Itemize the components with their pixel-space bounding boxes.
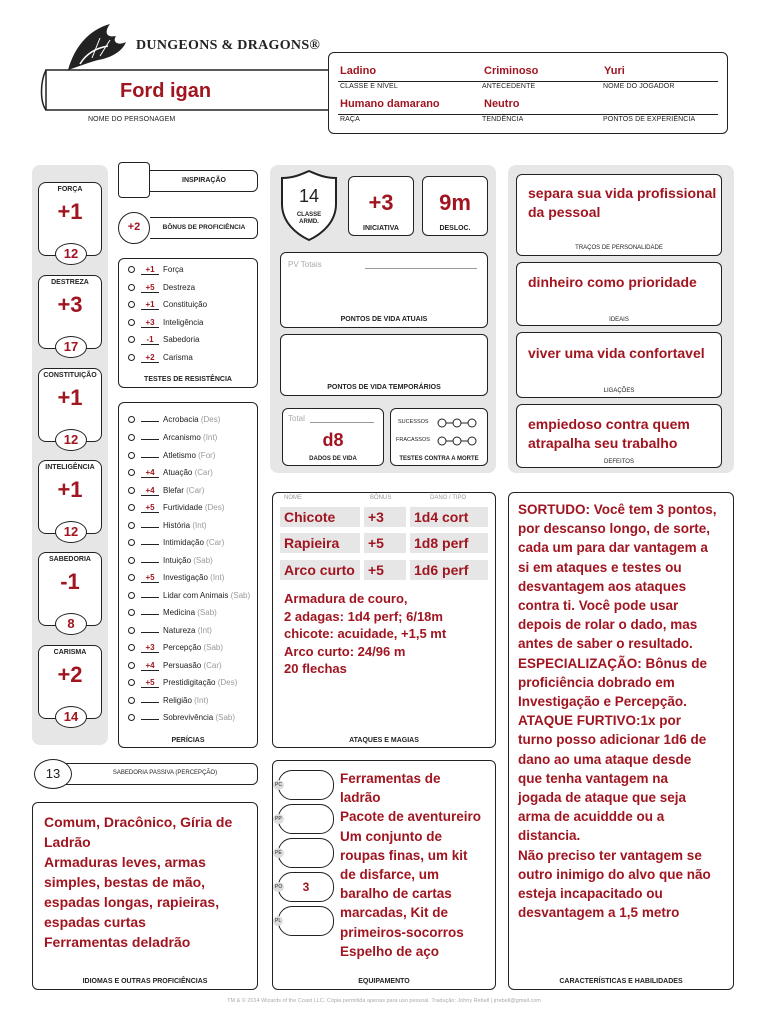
ability-modifier[interactable]: -1	[60, 569, 80, 594]
skill-stat: (Sab)	[230, 591, 251, 600]
skill-stat: (Int)	[192, 521, 207, 530]
skill-value[interactable]	[141, 439, 159, 440]
skill-stat: (For)	[198, 451, 216, 460]
skill-stat: (Des)	[200, 415, 221, 424]
features-line: dano ao uma ataque desde	[518, 751, 692, 767]
attacks-note-line: Armadura de couro,	[284, 591, 408, 606]
save-row[interactable]	[128, 265, 183, 282]
skill-stat: (Sab)	[215, 713, 236, 722]
features-line: outro inimigo do alvo que não	[518, 866, 711, 882]
hit-dice-label: DADOS DE VIDA	[309, 456, 357, 462]
proficiency-circle-icon[interactable]	[128, 301, 135, 308]
hit-dice-value[interactable]: d8	[322, 430, 344, 450]
skill-stat: (Int)	[194, 696, 209, 705]
equipment-line: marcadas, Kit de	[340, 905, 449, 921]
features-line: distancia.	[518, 828, 581, 844]
proficiency-circle-icon[interactable]	[128, 487, 135, 494]
proficiency-circle-icon[interactable]	[128, 557, 135, 564]
skill-name: Percepção	[163, 643, 202, 652]
armor-class-value[interactable]: 14	[298, 186, 320, 206]
ideals-text[interactable]: dinheiro como prioridade	[528, 274, 697, 290]
proficiency-circle-icon[interactable]	[128, 416, 135, 423]
proficiency-circle-icon[interactable]	[128, 592, 135, 599]
traits-label: TRAÇOS DE PERSONALIDADE	[575, 245, 663, 251]
skill-value[interactable]	[141, 527, 159, 528]
death-fail-circles-icon[interactable]	[436, 435, 478, 447]
ideals-label: IDEAIS	[609, 317, 629, 323]
skill-value[interactable]	[141, 597, 159, 598]
skill-stat: (Car)	[203, 661, 222, 670]
xp-label: PONTOS DE EXPERIÊNCIA	[603, 116, 696, 123]
skill-row[interactable]	[128, 433, 217, 450]
attacks-col-damage: DANO / TIPO	[430, 495, 467, 501]
coin-pl[interactable]	[275, 906, 334, 936]
proficiency-circle-icon[interactable]	[128, 609, 135, 616]
proficiency-label: BÔNUS DE PROFICIÊNCIA	[162, 224, 246, 231]
proficiency-circle-icon[interactable]	[128, 662, 135, 669]
passive-perception-label: SABEDORIA PASSIVA (PERCEPÇÃO)	[112, 770, 218, 776]
proficiency-circle-icon[interactable]	[128, 504, 135, 511]
proficiency-circle-icon[interactable]	[128, 434, 135, 441]
proficiency-circle-icon[interactable]	[128, 627, 135, 634]
equipment-line: Espelho de aço	[340, 943, 440, 959]
skill-value[interactable]: +5	[141, 503, 159, 513]
features-line: Não preciso ter vantagem se	[518, 847, 702, 863]
coin-value[interactable]: 3	[302, 880, 310, 894]
features-line: proficiência dobrado em	[518, 674, 675, 690]
ability-modifier[interactable]: +1	[57, 199, 83, 224]
skill-value[interactable]: +5	[141, 573, 159, 583]
proficiency-circle-icon[interactable]	[128, 319, 135, 326]
hit-dice-total-label: Total	[288, 414, 305, 423]
features-line: jogada de ataque que seja	[518, 790, 687, 806]
languages-line: Ferramentas deladrão	[44, 934, 191, 950]
skill-name: Lidar com Animais	[163, 591, 229, 600]
alignment-label: TENDÊNCIA	[482, 116, 524, 123]
save-row[interactable]	[128, 300, 207, 317]
save-name: Carisma	[163, 353, 193, 362]
features-line: antes de saber o resultado.	[518, 636, 693, 652]
attacks-col-name: NOME	[284, 495, 302, 501]
skill-name: Acrobacia	[163, 415, 199, 424]
initiative-label: INICIATIVA	[363, 225, 399, 232]
save-value[interactable]: +3	[141, 318, 159, 328]
skill-name: Investigação	[163, 573, 208, 582]
features-text[interactable]	[518, 500, 717, 922]
skill-name: Atuação	[163, 468, 193, 477]
equipment-line: ladrão	[340, 790, 381, 806]
coin-label: PP	[275, 816, 282, 822]
equipment-line: primeiros-socorros	[340, 924, 464, 940]
coin-label: PL	[275, 918, 282, 924]
proficiency-bonus-value[interactable]: +2	[118, 212, 150, 244]
features-line: que tenha vantagem na	[518, 770, 669, 786]
features-line: arma de acuiddde ou a	[518, 809, 665, 825]
features-line: desvantagem aos ataques	[518, 578, 687, 594]
skill-name: Furtividade	[163, 503, 203, 512]
skill-row[interactable]	[128, 713, 235, 730]
character-name-label: NOME DO PERSONAGEM	[88, 116, 176, 123]
attacks-note-line: 20 flechas	[284, 661, 347, 676]
features-label: CARACTERÍSTICAS E HABILIDADES	[559, 978, 683, 985]
attack-name[interactable]: Chicote	[280, 507, 360, 527]
ability-constitution	[38, 368, 102, 447]
ability-score[interactable]: 12	[55, 243, 87, 265]
features-line: ESPECIALIZAÇÃO: Bônus de	[518, 655, 708, 671]
header-line-2	[338, 114, 718, 115]
skill-name: Intuição	[163, 556, 192, 565]
save-value[interactable]: -1	[141, 335, 159, 345]
languages-line: Armaduras leves, armas	[44, 854, 206, 870]
initiative-value[interactable]: +3	[368, 190, 394, 215]
footer-copyright: TM & © 2014 Wizards of the Coast LLC. Cópia permitida apenas para uso pessoal. Tradução: Johny Rebell | jrrebell@gmail.com	[227, 998, 541, 1004]
race-value[interactable]: Humano damarano	[340, 98, 440, 110]
player-name-label: NOME DO JOGADOR	[603, 83, 675, 90]
ability-name: SABEDORIA	[48, 556, 91, 563]
skill-row[interactable]	[128, 468, 213, 485]
skill-name: Blefar	[163, 486, 184, 495]
save-name: Constituição	[163, 300, 208, 309]
equipment-line: roupas finas, um kit	[340, 847, 468, 863]
proficiency-circle-icon[interactable]	[128, 574, 135, 581]
hit-points-current-label: PONTOS DE VIDA ATUAIS	[340, 316, 428, 323]
skill-value[interactable]	[141, 562, 159, 563]
skill-row[interactable]	[128, 451, 215, 468]
coin-po[interactable]	[275, 872, 334, 902]
character-name[interactable]: Ford igan	[120, 80, 212, 102]
header-line-1	[338, 81, 718, 82]
features-line: esteja incapacitado ou	[518, 886, 663, 902]
features-line: Investigação e Percepção.	[518, 694, 687, 710]
death-saves-fail-label: FRACASSOS	[396, 437, 430, 443]
languages-line: espadas curtas	[44, 914, 146, 930]
skill-row[interactable]	[128, 661, 222, 678]
proficiency-circle-icon[interactable]	[128, 452, 135, 459]
death-saves-success-label: SUCESSOS	[398, 419, 429, 425]
attacks-note-line: Arco curto: 24/96 m	[284, 643, 406, 659]
skill-name: Prestidigitação	[163, 678, 216, 687]
skill-stat: (Des)	[217, 678, 238, 687]
skill-row[interactable]	[128, 678, 237, 695]
ability-score[interactable]: 12	[55, 429, 87, 451]
proficiency-circle-icon[interactable]	[128, 469, 135, 476]
flaws-label: DEFEITOS	[604, 459, 634, 465]
hit-points-max-line	[365, 268, 477, 269]
attacks-notes[interactable]	[284, 590, 446, 678]
coin-label: PE	[275, 850, 282, 856]
proficiency-circle-icon[interactable]	[128, 679, 135, 686]
proficiency-circle-icon[interactable]	[128, 266, 135, 273]
features-line: cada um para dar vantagem a	[518, 540, 708, 556]
attacks-note-line: 2 adagas: 1d4 perf; 6/18m	[284, 608, 443, 624]
skill-name: Intimidação	[163, 538, 204, 547]
alignment-value[interactable]: Neutro	[484, 98, 520, 110]
skill-row[interactable]	[128, 573, 224, 590]
skill-name: Persuasão	[163, 661, 202, 670]
skill-value[interactable]	[141, 614, 159, 615]
inspiration-checkbox[interactable]	[118, 162, 150, 198]
attack-damage[interactable]: 1d4 cort	[410, 507, 488, 527]
attack-bonus[interactable]: +5	[364, 560, 406, 580]
languages-line: simples, bestas de mão,	[44, 874, 206, 890]
class-level-label: CLASSE E NÍVEL	[340, 83, 398, 90]
skill-value[interactable]	[141, 719, 159, 720]
ability-score[interactable]: 17	[55, 336, 87, 358]
ability-charisma	[38, 645, 102, 724]
languages-line: espadas longas, rapieiras,	[44, 894, 220, 910]
skill-name: Natureza	[163, 626, 196, 635]
attack-damage[interactable]: 1d6 perf	[410, 560, 488, 580]
ability-modifier[interactable]: +1	[57, 477, 83, 502]
ability-score[interactable]: 8	[55, 613, 87, 635]
ability-modifier[interactable]: +1	[57, 385, 83, 410]
coin-label: PC	[275, 782, 282, 788]
skill-stat: (Sab)	[193, 556, 213, 565]
save-value[interactable]: +5	[141, 283, 159, 293]
equipment-label: EQUIPAMENTO	[358, 978, 410, 985]
ability-wisdom	[38, 552, 102, 631]
save-value[interactable]: +1	[141, 300, 159, 310]
skill-value[interactable]: +3	[141, 643, 159, 653]
speed-value[interactable]: 9m	[439, 190, 471, 215]
save-row[interactable]	[128, 283, 195, 300]
skill-value[interactable]	[141, 457, 159, 458]
attack-name[interactable]: Arco curto	[280, 560, 360, 580]
skill-row[interactable]	[128, 415, 220, 432]
equipment-line: baralho de cartas	[340, 886, 452, 902]
inspiration-label: INSPIRAÇÃO	[182, 177, 226, 184]
attacks-label: ATAQUES E MAGIAS	[349, 737, 419, 744]
equipment-line: de disfarce, um	[340, 867, 440, 883]
attacks-col-bonus: BÔNUS	[370, 495, 392, 501]
skill-row[interactable]	[128, 538, 224, 555]
death-saves-label: TESTES CONTRA A MORTE	[399, 456, 479, 462]
ability-name: FORÇA	[57, 186, 83, 193]
traits-text[interactable]: separa sua vida profissional da pessoal	[528, 185, 717, 220]
skill-row[interactable]	[128, 503, 224, 520]
hit-points-max-label: PV Totais	[288, 260, 322, 269]
features-line: por descanso longo, de sorte,	[518, 521, 711, 537]
skill-row[interactable]	[128, 556, 213, 573]
equipment-line: Um conjunto de	[340, 828, 442, 844]
save-value[interactable]: +1	[141, 265, 159, 275]
skill-value[interactable]	[141, 544, 159, 545]
skill-row[interactable]	[128, 696, 208, 713]
proficiency-circle-icon[interactable]	[128, 644, 135, 651]
languages-text[interactable]	[44, 812, 232, 952]
proficiency-circle-icon[interactable]	[128, 284, 135, 291]
save-row[interactable]	[128, 353, 193, 370]
skill-name: Medicina	[163, 608, 196, 617]
skill-stat: (Des)	[204, 503, 225, 512]
skill-name: Atletismo	[163, 451, 196, 460]
skill-row[interactable]	[128, 626, 212, 643]
save-row[interactable]	[128, 335, 199, 352]
proficiency-circle-icon[interactable]	[128, 714, 135, 721]
player-name-value[interactable]: Yuri	[604, 65, 625, 77]
proficiency-circle-icon[interactable]	[128, 336, 135, 343]
features-line: SORTUDO: Você tem 3 pontos,	[518, 502, 717, 517]
attacks-note-line: chicote: acuidade, +1,5 mt	[284, 626, 447, 641]
death-saves-success-icons[interactable]	[436, 416, 478, 434]
features-line: desvantagem a 1,5 metro	[518, 905, 680, 921]
features-line: turno posso adicionar 1d6 de	[518, 732, 707, 748]
skill-stat: (Car)	[206, 538, 225, 547]
save-name: Sabedoria	[163, 335, 200, 344]
skill-name: Religião	[163, 696, 192, 705]
hit-points-temp-label: PONTOS DE VIDA TEMPORÁRIOS	[327, 384, 441, 391]
skill-name: Sobrevivência	[163, 713, 214, 722]
attack-bonus[interactable]: +3	[364, 507, 406, 527]
skills-label: PERÍCIAS	[171, 737, 205, 744]
background-label: ANTECEDENTE	[482, 83, 536, 90]
proficiency-circle-icon[interactable]	[128, 697, 135, 704]
features-line: depois de rolar o dado, mas	[518, 617, 698, 633]
skill-value[interactable]	[141, 421, 159, 422]
skill-name: Arcanismo	[163, 433, 201, 442]
passive-perception-value[interactable]: 13	[34, 759, 72, 789]
death-saves-fail-icons[interactable]	[436, 434, 478, 452]
attack-name[interactable]: Rapieira	[280, 533, 360, 553]
coin-label: PO	[275, 884, 283, 890]
proficiency-circle-icon[interactable]	[128, 539, 135, 546]
save-row[interactable]	[128, 318, 203, 335]
ability-intelligence	[38, 460, 102, 539]
speed-label: DESLOC.	[439, 225, 471, 232]
equipment-line: Ferramentas de	[340, 771, 441, 786]
attack-damage[interactable]: 1d8 perf	[410, 533, 488, 553]
skill-row[interactable]	[128, 486, 204, 503]
save-value[interactable]: +2	[141, 353, 159, 363]
ability-name: CONSTITUIÇÃO	[43, 372, 97, 379]
flaws-text[interactable]: empiedoso contra quem atrapalha seu trabalho	[528, 416, 690, 451]
ability-modifier[interactable]: +2	[57, 662, 83, 687]
proficiency-circle-icon[interactable]	[128, 522, 135, 529]
skill-name: História	[163, 521, 191, 530]
skill-row[interactable]	[128, 643, 223, 660]
coin-pe[interactable]	[275, 838, 334, 868]
skill-row[interactable]	[128, 608, 217, 625]
skill-stat: (Int)	[210, 573, 225, 582]
features-line: ATAQUE FURTIVO:1x por	[518, 713, 682, 729]
languages-line: Ladrão	[44, 834, 91, 850]
languages-line: Comum, Dracônico, Gíria de	[44, 814, 233, 830]
features-line: contra ti. Você pode usar	[518, 598, 679, 614]
logo-text: DUNGEONS & DRAGONS®	[136, 38, 321, 53]
languages-label: IDIOMAS E OUTRAS PROFICIÊNCIAS	[82, 978, 208, 985]
skill-value[interactable]	[141, 702, 159, 703]
skill-value[interactable]: +4	[141, 486, 159, 496]
save-name: Força	[163, 265, 184, 274]
ability-score[interactable]: 14	[55, 706, 87, 728]
coin-pp[interactable]	[275, 804, 334, 834]
skill-row[interactable]	[128, 591, 250, 608]
save-name: Destreza	[163, 283, 196, 292]
bonds-label: LIGAÇÕES	[603, 388, 635, 394]
hit-dice-total-line	[310, 422, 374, 423]
bonds-text[interactable]: viver uma vida confortavel	[528, 345, 705, 361]
skill-stat: (Car)	[194, 468, 213, 477]
ability-name: DESTREZA	[51, 279, 89, 286]
skill-value[interactable]	[141, 632, 159, 633]
armor-class-label: CLASSE ARMD.	[296, 212, 322, 225]
skill-value[interactable]: +5	[141, 678, 159, 688]
saving-throws-label: TESTES DE RESISTÊNCIA	[144, 376, 232, 383]
equipment-text[interactable]	[340, 769, 481, 961]
ability-modifier[interactable]: +3	[57, 292, 83, 317]
ability-score[interactable]: 12	[55, 521, 87, 543]
features-line: si em ataques e testes ou	[518, 559, 682, 575]
skill-stat: (Int)	[197, 626, 212, 635]
attack-bonus[interactable]: +5	[364, 533, 406, 553]
equipment-line: Pacote de aventureiro	[340, 809, 482, 825]
ability-name: CARISMA	[53, 649, 87, 656]
skill-value[interactable]: +4	[141, 468, 159, 478]
coin-pc[interactable]	[275, 770, 334, 800]
skill-stat: (Int)	[203, 433, 218, 442]
background-value[interactable]: Criminoso	[484, 65, 539, 77]
skill-row[interactable]	[128, 521, 207, 538]
proficiency-circle-icon[interactable]	[128, 354, 135, 361]
ability-dexterity	[38, 275, 102, 354]
skill-stat: (Car)	[186, 486, 205, 495]
skill-value[interactable]: +4	[141, 661, 159, 671]
death-success-circles-icon[interactable]	[436, 417, 478, 429]
save-name: Inteligência	[163, 318, 204, 327]
skill-stat: (Sab)	[203, 643, 224, 652]
skill-stat: (Sab)	[197, 608, 217, 617]
ability-name: INTELIGÊNCIA	[45, 464, 95, 471]
class-level-value[interactable]: Ladino	[340, 65, 377, 77]
ability-strength	[38, 182, 102, 261]
race-label: RAÇA	[340, 116, 360, 123]
